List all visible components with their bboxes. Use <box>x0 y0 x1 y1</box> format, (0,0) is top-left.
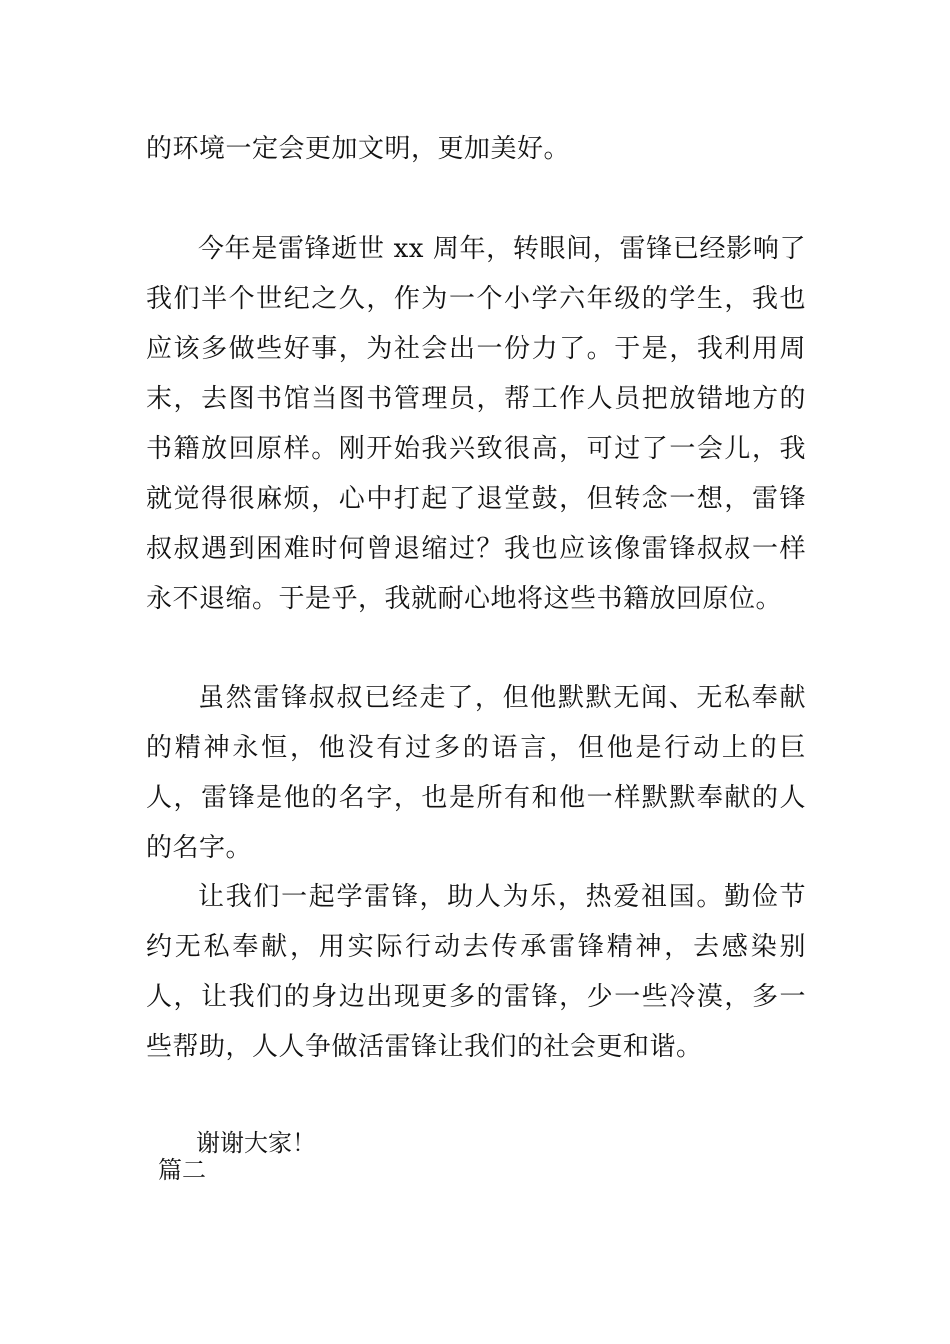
paragraph-call-to-action: 让我们一起学雷锋，助人为乐，热爱祖国。勤俭节约无私奉献，用实际行动去传承雷锋精神，去感染别人，让我们的身边出现更多的雷锋，少一些冷漠，多一些帮助，人人争做活雷锋让我们的社会更和谐。 <box>146 882 806 1062</box>
paragraph-continuation: 的环境一定会更加文明，更加美好。 <box>146 134 571 164</box>
paragraph-library-volunteer: 今年是雷锋逝世 xx 周年，转眼间，雷锋已经影响了我们半个世纪之久，作为一个小学六年级的学生，我也应该多做些好事，为社会出一份力了。于是，我利用周末，去图书馆当图书管理员，帮工作人员把放错地方的书籍放回原样。刚开始我兴致很高，可过了一会儿，我就觉得很麻烦，心中打起了退堂鼓，但转念一想，雷锋叔叔遇到困难时何曾退缩过？我也应该像雷锋叔叔一样永不退缩。于是乎，我就耐心地将这些书籍放回原位。 <box>146 234 806 614</box>
paragraph-lei-feng-spirit: 虽然雷锋叔叔已经走了，但他默默无闻、无私奉献的精神永恒，他没有过多的语言，但他是行动上的巨人，雷锋是他的名字，也是所有和他一样默默奉献的人的名字。 <box>146 683 806 863</box>
section-heading: 篇二 <box>158 1156 206 1184</box>
closing-thanks: 谢谢大家！ <box>196 1129 316 1157</box>
